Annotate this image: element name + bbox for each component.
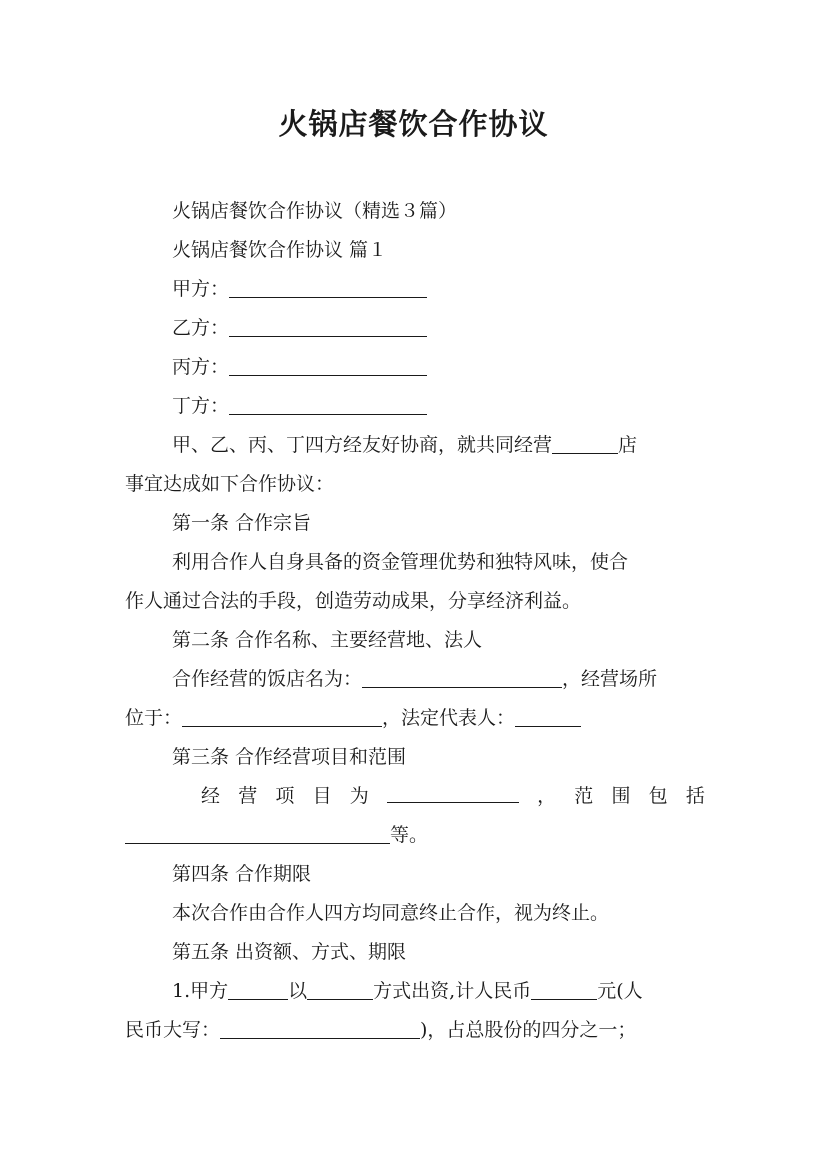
article-3-line-2	[125, 823, 705, 847]
business-items-blank	[387, 784, 519, 803]
subtitle: 火锅店餐饮合作协议（精选３篇）	[172, 200, 458, 222]
party-c-blank	[229, 357, 427, 376]
party-d-label: 丁方：	[172, 395, 230, 417]
party-a-line	[125, 277, 705, 301]
article-3-char: 项	[275, 785, 295, 807]
article-1-title: 第一条 合作宗旨	[172, 512, 312, 534]
party-a-rmb-blank	[531, 981, 597, 1000]
article-4-text: 本次合作由合作人四方均同意终止合作，视为终止。	[172, 902, 610, 924]
rmb-uppercase-blank	[220, 1020, 420, 1039]
article-2-text-2b: ，法定代表人：	[382, 707, 516, 729]
legal-rep-blank	[515, 708, 581, 727]
party-c-label: 丙方：	[172, 356, 230, 378]
intro-text-1a: 甲、乙、丙、丁四方经友好协商，就共同经营	[172, 434, 553, 456]
party-a-blank	[229, 279, 427, 298]
party-d-line	[125, 394, 705, 418]
shop-name-blank	[552, 435, 618, 454]
party-b-blank	[229, 318, 427, 337]
party-a-label: 甲方：	[172, 278, 230, 300]
article-5-text-1b: 以	[288, 980, 308, 1002]
article-3-line-1	[125, 784, 705, 808]
article-2-line-2	[125, 706, 705, 730]
article-1-text-2: 作人通过合法的手段，创造劳动成果，分享经济利益。	[125, 590, 582, 612]
article-2-line-1	[125, 667, 705, 691]
article-5-title: 第五条 出资额、方式、期限	[172, 941, 407, 963]
article-3-char: 为	[349, 785, 369, 807]
article-2-text-1b: ，经营场所	[562, 668, 658, 690]
party-d-blank	[229, 396, 427, 415]
article-3-char: 包	[648, 785, 668, 807]
intro-line-1	[125, 433, 705, 457]
article-3-char: ，	[537, 785, 557, 807]
article-1-text-1: 利用合作人自身具备的资金管理优势和独特风味，使合	[172, 551, 629, 573]
party-b-line	[125, 316, 705, 340]
party-a-method-blank	[307, 981, 373, 1000]
article-5-line-2	[125, 1018, 705, 1042]
article-3-text-2: 等。	[390, 824, 429, 846]
article-5-text-2a: 民币大写：	[125, 1019, 221, 1041]
party-c-line	[125, 355, 705, 379]
article-2-text-2a: 位于：	[125, 707, 183, 729]
article-3-char: 营	[238, 785, 258, 807]
article-2-text-1a: 合作经营的饭店名为：	[172, 668, 363, 690]
article-3-char: 经	[201, 785, 221, 807]
article-5-line-1	[125, 979, 705, 1003]
restaurant-name-blank	[362, 669, 562, 688]
article-3-title: 第三条 合作经营项目和范围	[172, 746, 407, 768]
article-5-text-1a: 1.甲方	[172, 980, 229, 1002]
article-4-title: 第四条 合作期限	[172, 863, 312, 885]
article-3-char: 范	[574, 785, 594, 807]
article-5-text-1c: 方式出资,计人民币	[373, 980, 532, 1002]
intro-line-2: 事宜达成如下合作协议：	[125, 473, 335, 495]
part-heading: 火锅店餐饮合作协议 篇１	[172, 239, 388, 261]
article-2-title: 第二条 合作名称、主要经营地、法人	[172, 629, 483, 651]
article-3-char: 括	[685, 785, 705, 807]
business-scope-blank	[125, 825, 390, 844]
article-3-char: 目	[312, 785, 332, 807]
article-5-text-2b: )，占总股份的四分之一；	[420, 1019, 637, 1041]
article-5-text-1d: 元(人	[597, 980, 643, 1002]
intro-text-1b: 店	[618, 434, 638, 456]
article-3-char: 围	[611, 785, 631, 807]
document-title: 火锅店餐饮合作协议	[278, 107, 549, 141]
location-blank	[182, 708, 382, 727]
party-a-amount-blank	[228, 981, 288, 1000]
party-b-label: 乙方：	[172, 317, 230, 339]
